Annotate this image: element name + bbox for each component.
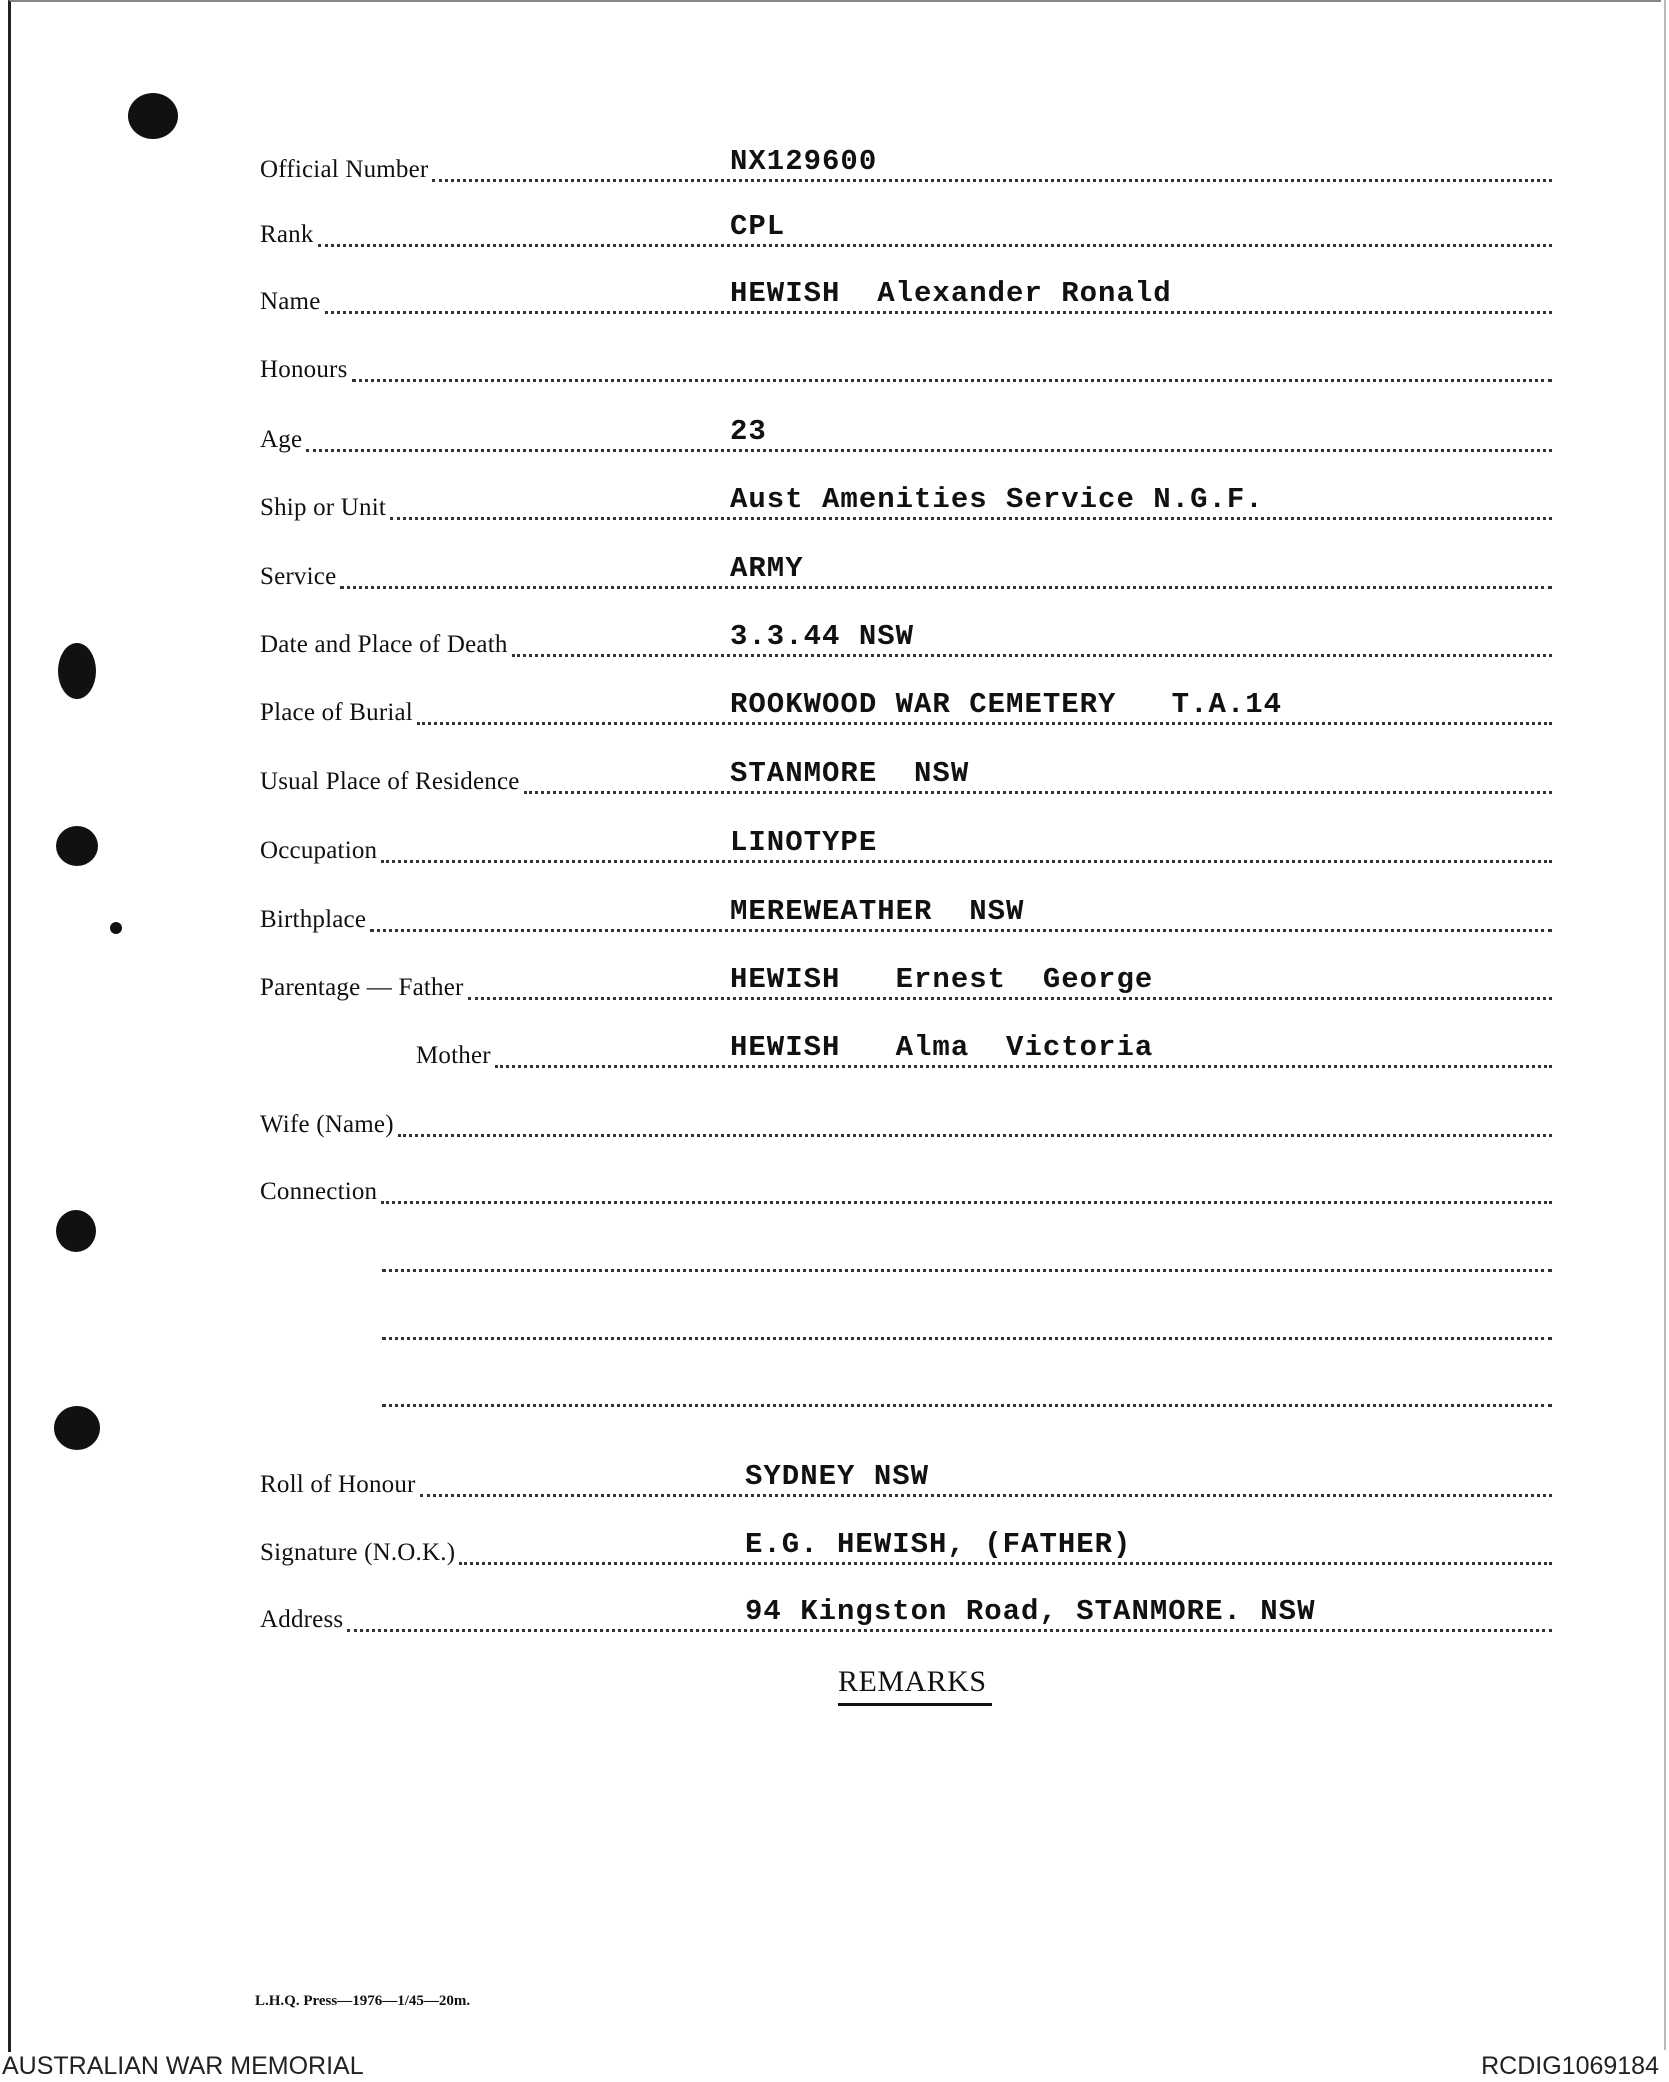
field-value: MEREWEATHER NSW [730, 895, 1025, 928]
form-row [0, 1455, 1669, 1503]
form-row [0, 1162, 1669, 1210]
dotted-fill-line [370, 929, 1552, 932]
dotted-fill-line [495, 1065, 1552, 1068]
field-label: Place of Burial [260, 699, 413, 726]
dotted-fill-line [318, 244, 1552, 247]
field-label: Address [260, 1606, 344, 1633]
dotted-fill-line [432, 179, 1552, 182]
field-label: Birthplace [260, 906, 367, 933]
form-row [0, 547, 1669, 595]
form-row [0, 1298, 1669, 1346]
form-row [0, 272, 1669, 320]
field-value: CPL [730, 210, 786, 243]
form-row [0, 683, 1669, 731]
remarks-underline [838, 1703, 992, 1706]
form-row [0, 615, 1669, 663]
dotted-fill-line [382, 1404, 1552, 1407]
field-label: Wife (Name) [260, 1111, 394, 1138]
field-label: Signature (N.O.K.) [260, 1539, 456, 1566]
dotted-fill-line [398, 1134, 1552, 1137]
field-value: 94 Kingston Road, STANMORE. NSW [745, 1595, 1316, 1628]
dotted-fill-line [420, 1494, 1552, 1497]
form-row [0, 1365, 1669, 1413]
dotted-fill-line [468, 997, 1552, 1000]
field-value: ARMY [730, 552, 804, 585]
dotted-fill-line [512, 654, 1552, 657]
dotted-fill-line [347, 1629, 1552, 1632]
field-label: Occupation [260, 837, 378, 864]
field-value: Aust Amenities Service N.G.F. [730, 483, 1264, 516]
dotted-fill-line [459, 1562, 1552, 1565]
dotted-fill-line [390, 517, 1552, 520]
field-label: Parentage — Father [260, 974, 464, 1001]
remarks-heading: REMARKS [838, 1665, 987, 1698]
punch-hole [128, 93, 178, 139]
form-row [0, 890, 1669, 938]
form-row [0, 1590, 1669, 1638]
form-row [0, 1230, 1669, 1278]
dotted-fill-line [306, 449, 1552, 452]
form-row [0, 205, 1669, 253]
dotted-fill-line [417, 722, 1552, 725]
form-row [0, 958, 1669, 1006]
form-row [0, 140, 1669, 188]
field-value: 3.3.44 NSW [730, 620, 915, 653]
field-label: Service [260, 563, 337, 590]
field-label: Age [260, 426, 303, 453]
dotted-fill-line [325, 311, 1552, 314]
dotted-fill-line [382, 1337, 1552, 1340]
form-row [0, 752, 1669, 800]
field-label: Roll of Honour [260, 1471, 416, 1498]
field-value: LINOTYPE [730, 826, 878, 859]
dotted-fill-line [340, 586, 1552, 589]
field-label: Usual Place of Residence [260, 768, 520, 795]
form-row [0, 1026, 1669, 1074]
press-mark: L.H.Q. Press—1976—1/45—20m. [255, 1993, 471, 2009]
dotted-fill-line [524, 791, 1552, 794]
field-value: HEWISH Alexander Ronald [730, 277, 1172, 310]
field-label: Ship or Unit [260, 494, 387, 521]
field-value: STANMORE NSW [730, 757, 970, 790]
field-value: ROOKWOOD WAR CEMETERY T.A.14 [730, 688, 1283, 721]
field-value: NX129600 [730, 145, 878, 178]
field-label: Name [260, 288, 321, 315]
form-row [0, 410, 1669, 458]
field-value: HEWISH Alma Victoria [730, 1031, 1154, 1064]
field-value: 23 [730, 415, 767, 448]
field-label: Connection [260, 1178, 378, 1205]
dotted-fill-line [382, 1269, 1552, 1272]
field-label: Honours [260, 356, 348, 383]
form-row [0, 1523, 1669, 1571]
form-row [0, 340, 1669, 388]
field-label: Official Number [260, 156, 429, 183]
form-row [0, 1095, 1669, 1143]
dotted-fill-line [352, 379, 1552, 382]
form-row [0, 478, 1669, 526]
dotted-fill-line [381, 860, 1552, 863]
field-label: Rank [260, 221, 314, 248]
footer-archive-name: AUSTRALIAN WAR MEMORIAL [2, 2052, 364, 2080]
footer-record-id: RCDIG1069184 [1481, 2052, 1659, 2080]
field-value: E.G. HEWISH, (FATHER) [745, 1528, 1132, 1561]
dotted-fill-line [381, 1201, 1552, 1204]
field-value: SYDNEY NSW [745, 1460, 930, 1493]
field-label: Date and Place of Death [260, 631, 508, 658]
form-row [0, 821, 1669, 869]
field-value: HEWISH Ernest George [730, 963, 1154, 996]
field-label: Mother [416, 1042, 491, 1069]
